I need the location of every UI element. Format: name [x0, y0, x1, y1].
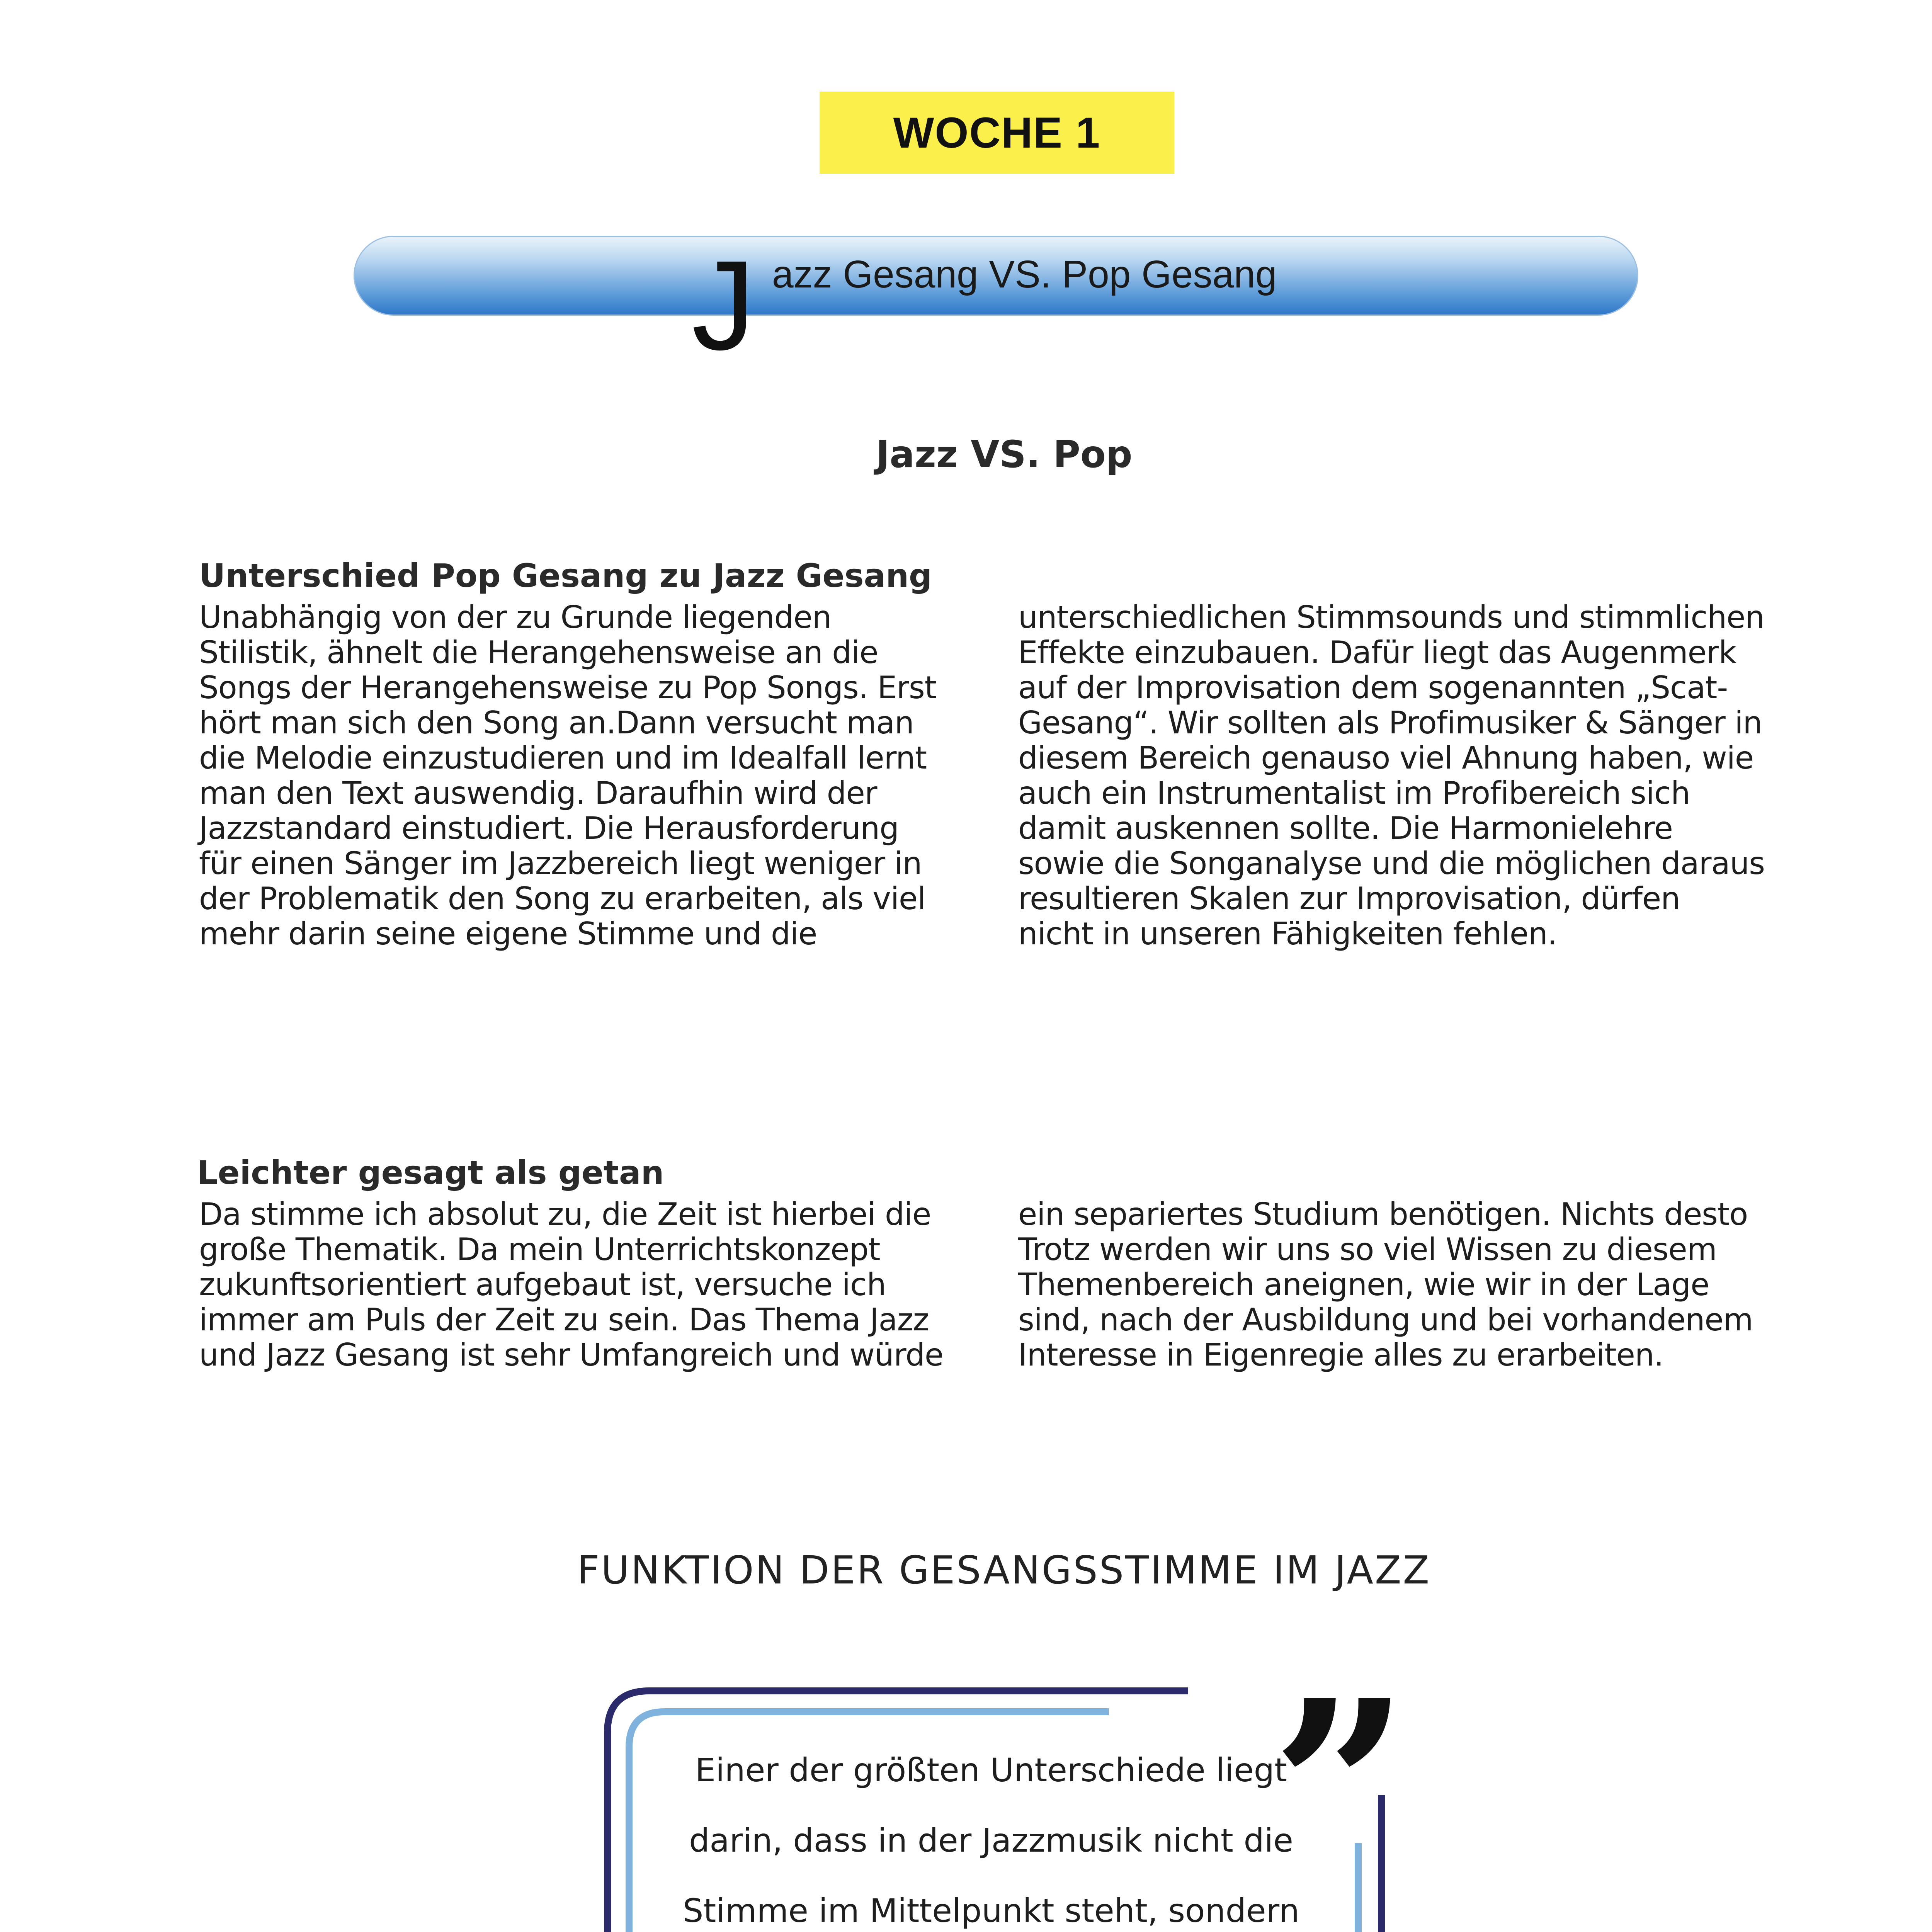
text-line: Jazzstandard einstudiert. Die Herausforderung: [199, 810, 899, 846]
quote-text: [657, 1735, 1325, 1932]
closing-quote-mark: ”: [1271, 1648, 1409, 1930]
block1-right-column: [1018, 600, 1795, 951]
text-line: Da stimme ich absolut zu, die Zeit ist hierbei die: [199, 1196, 931, 1232]
text-line: große Thematik. Da mein Unterrichtskonzept: [199, 1231, 880, 1267]
text-line: man den Text auswendig. Daraufhin wird der: [199, 775, 877, 811]
text-line: sind, nach der Ausbildung und bei vorhandenem: [1018, 1302, 1753, 1338]
text-line: ein separiertes Studium benötigen. Nichts desto: [1018, 1196, 1748, 1232]
text-line: für einen Sänger im Jazzbereich liegt weniger in: [199, 845, 922, 881]
quote-line: darin, dass in der Jazzmusik nicht die: [689, 1821, 1293, 1859]
text-line: Unabhängig von der zu Grunde liegenden: [199, 599, 832, 635]
text-line: auf der Improvisation dem sogenannten „Scat-: [1018, 670, 1728, 706]
week-label: WOCHE 1: [893, 109, 1101, 157]
text-line: und Jazz Gesang ist sehr Umfangreich und würde: [199, 1337, 944, 1373]
function-title: FUNKTION DER GESANGSSTIMME IM JAZZ: [577, 1548, 1431, 1593]
quote-line: Einer der größten Unterschiede liegt: [695, 1751, 1287, 1789]
text-line: Effekte einzubauen. Dafür liegt das Augenmerk: [1018, 634, 1736, 670]
text-line: auch ein Instrumentalist im Profibereich sich: [1018, 775, 1690, 811]
week-badge: [820, 92, 1174, 174]
block1-left-column: [199, 600, 976, 951]
text-line: Stilistik, ähnelt die Herangehensweise an die: [199, 634, 878, 670]
quote-line: Stimme im Mittelpunkt steht, sondern: [683, 1892, 1299, 1930]
title-initial-letter: J: [692, 234, 755, 376]
block2-heading: Leichter gesagt als getan: [197, 1154, 664, 1192]
text-line: immer am Puls der Zeit zu sein. Das Thema Jazz: [199, 1302, 929, 1338]
text-line: zukunftsorientiert aufgebaut ist, versuche ich: [199, 1267, 886, 1303]
text-line: resultieren Skalen zur Improvisation, dürfen: [1018, 881, 1680, 917]
text-line: Themenbereich aneignen, wie wir in der Lage: [1018, 1267, 1709, 1303]
text-line: unterschiedlichen Stimmsounds und stimmlichen: [1018, 599, 1764, 635]
section-title: Jazz VS. Pop: [876, 433, 1133, 476]
text-line: Trotz werden wir uns so viel Wissen zu diesem: [1018, 1231, 1717, 1267]
text-line: nicht in unseren Fähigkeiten fehlen.: [1018, 916, 1557, 952]
text-line: hört man sich den Song an.Dann versucht man: [199, 705, 914, 741]
block2-right-column: [1018, 1197, 1795, 1372]
block1-heading: Unterschied Pop Gesang zu Jazz Gesang: [199, 557, 932, 595]
text-line: die Melodie einzustudieren und im Idealfall lernt: [199, 740, 927, 776]
text-line: mehr darin seine eigene Stimme und die: [199, 916, 817, 952]
text-line: damit auskennen sollte. Die Harmonielehre: [1018, 810, 1673, 846]
block2-left-column: [199, 1197, 976, 1372]
text-line: sowie die Songanalyse und die möglichen daraus: [1018, 845, 1765, 881]
title-text: azz Gesang VS. Pop Gesang: [772, 253, 1277, 296]
text-line: diesem Bereich genauso viel Ahnung haben, wie: [1018, 740, 1754, 776]
text-line: der Problematik den Song zu erarbeiten, als viel: [199, 881, 926, 917]
text-line: Interesse in Eigenregie alles zu erarbeiten.: [1018, 1337, 1663, 1373]
text-line: Songs der Herangehensweise zu Pop Songs. Erst: [199, 670, 937, 706]
text-line: Gesang“. Wir sollten als Profimusiker & Sänger in: [1018, 705, 1762, 741]
